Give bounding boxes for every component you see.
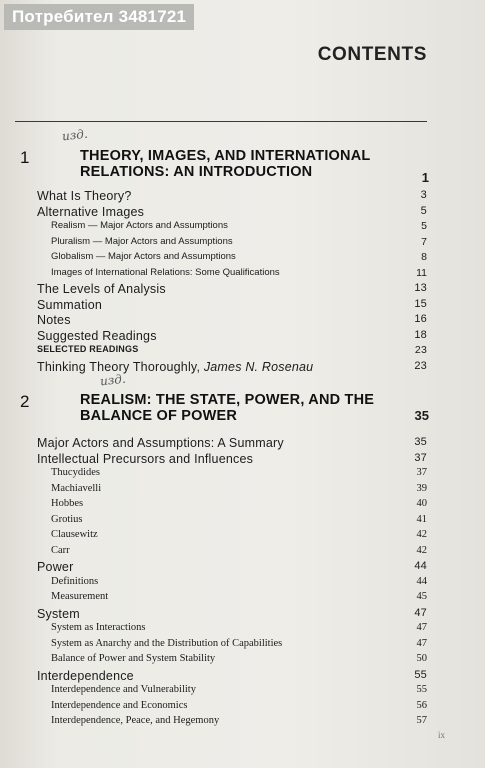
- chapter-2-number: 2: [20, 392, 30, 411]
- toc-entry-page: 3: [420, 189, 427, 201]
- toc-entry-label: Alternative Images: [37, 204, 145, 219]
- toc-entry-label: Suggested Readings: [37, 328, 157, 343]
- toc-entry-label: Realism — Major Actors and Assumptions: [51, 220, 228, 231]
- chapter-1-toc: [37, 189, 427, 375]
- toc-entry-page: 45: [416, 591, 427, 602]
- handwritten-note-1: изд.: [61, 126, 89, 144]
- toc-entry-label: Interdependence and Economics: [51, 699, 188, 711]
- toc-entry: [37, 591, 427, 607]
- toc-entry-page: 47: [416, 637, 427, 649]
- toc-entry-label: Intellectual Precursors and Influences: [37, 451, 254, 466]
- toc-entry-page: 7: [421, 235, 427, 248]
- toc-entry-page: 5: [420, 204, 427, 217]
- toc-entry: [37, 360, 427, 376]
- toc-entry: [37, 576, 427, 592]
- toc-entry-label: System as Anarchy and the Distribution of Capabilities: [51, 637, 283, 649]
- toc-entry-label: Interdependence: [37, 668, 134, 683]
- toc-entry: [37, 653, 427, 669]
- toc-entry-label: [37, 360, 313, 374]
- toc-entry-label: Definitions: [51, 575, 99, 587]
- toc-entry-page: 47: [414, 606, 427, 619]
- toc-entry-page: 55: [414, 668, 427, 681]
- contents-heading: CONTENTS: [317, 44, 427, 65]
- toc-entry: [37, 622, 427, 638]
- chapter-2-heading: [20, 392, 429, 432]
- toc-entry-page: 40: [416, 498, 427, 509]
- toc-entry: [37, 560, 427, 576]
- toc-entry: [37, 669, 427, 685]
- toc-entry-label: Major Actors and Assumptions: A Summary: [37, 436, 284, 450]
- toc-entry-page: 8: [421, 251, 427, 263]
- toc-entry-label: The Levels of Analysis: [37, 282, 166, 296]
- toc-entry-page: 39: [416, 482, 427, 494]
- toc-entry: [37, 205, 427, 221]
- reading-author: James N. Rosenau: [203, 359, 314, 374]
- toc-entry-label: Hobbes: [51, 498, 84, 509]
- page-folio: ix: [437, 730, 445, 740]
- toc-entry-label: System as Interactions: [51, 622, 146, 633]
- chapter-2-toc: [37, 436, 427, 731]
- user-watermark: Потребител 3481721: [4, 4, 194, 30]
- selected-readings-label: SELECTED READINGS: [37, 344, 139, 354]
- toc-entry-label: Notes: [37, 313, 71, 327]
- toc-entry-label: Thucydides: [51, 467, 100, 478]
- toc-entry-label: Carr: [51, 544, 70, 556]
- toc-entry-page: 5: [421, 220, 427, 232]
- toc-entry-label: Machiavelli: [51, 482, 102, 494]
- toc-entry-page: 47: [416, 622, 427, 633]
- reading-title: Thinking Theory Thoroughly,: [37, 359, 201, 374]
- toc-entry: [37, 313, 427, 329]
- toc-entry-page: 18: [414, 328, 427, 341]
- toc-entry-page: 42: [416, 529, 427, 540]
- toc-entry: [37, 282, 427, 298]
- toc-entry-page: 57: [416, 715, 427, 726]
- toc-entry-page: 11: [416, 266, 427, 279]
- toc-entry: [37, 607, 427, 623]
- toc-entry-label: Interdependence, Peace, and Hegemony: [51, 715, 220, 726]
- toc-entry-page: 44: [414, 560, 427, 572]
- toc-entry-page: 35: [414, 436, 427, 448]
- toc-entry-label: Pluralism — Major Actors and Assumptions: [51, 235, 233, 247]
- toc-entry: [37, 329, 427, 345]
- toc-entry: [37, 545, 427, 561]
- toc-entry: [37, 638, 427, 654]
- toc-entry: [37, 684, 427, 700]
- toc-entry-page: 55: [416, 684, 427, 695]
- handwritten-note-2: изд.: [99, 371, 127, 389]
- toc-entry: [37, 483, 427, 499]
- toc-entry-page: 44: [416, 575, 427, 587]
- toc-entry: [37, 251, 427, 267]
- toc-entry-label: Balance of Power and System Stability: [51, 653, 216, 664]
- toc-entry-page: 37: [416, 467, 427, 478]
- chapter-2-page: 35: [414, 408, 429, 423]
- toc-entry-page: 23: [414, 359, 427, 372]
- toc-entry-page: 56: [416, 699, 427, 711]
- toc-entry-label: Interdependence and Vulnerability: [51, 684, 196, 695]
- toc-entry-page: 42: [416, 544, 427, 556]
- toc-entry: [37, 715, 427, 731]
- toc-entry-page: 37: [414, 451, 427, 464]
- toc-entry: [37, 700, 427, 716]
- toc-entry-label: Globalism — Major Actors and Assumptions: [51, 251, 236, 262]
- toc-entry-label: Summation: [37, 297, 103, 312]
- chapter-2-title: REALISM: THE STATE, POWER, AND THE BALANCE OF POWER: [80, 392, 375, 424]
- toc-entry-label: Power: [37, 560, 74, 574]
- toc-entry: [37, 298, 427, 314]
- toc-entry-label: System: [37, 606, 80, 621]
- chapter-1-heading: [20, 148, 429, 188]
- toc-entry-label: Grotius: [51, 513, 83, 525]
- toc-entry-label: Measurement: [51, 591, 109, 602]
- toc-entry: [37, 436, 427, 452]
- toc-entry: [37, 189, 427, 205]
- chapter-1-page: 1: [421, 170, 429, 185]
- toc-entry: [37, 529, 427, 545]
- header-rule: [15, 121, 427, 122]
- toc-entry-page: 41: [416, 513, 427, 525]
- toc-entry: [37, 467, 427, 483]
- chapter-1-title: THEORY, IMAGES, AND INTERNATIONAL RELATIONS: AN INTRODUCTION: [80, 148, 371, 180]
- toc-entry-label: Clausewitz: [51, 529, 98, 540]
- toc-entry-page: 15: [414, 297, 427, 310]
- toc-entry-page: 16: [414, 313, 427, 325]
- toc-entry-label: Images of International Relations: Some Qualifications: [51, 266, 280, 278]
- toc-entry: [37, 452, 427, 468]
- toc-entry-page: 50: [416, 653, 427, 664]
- toc-entry: [37, 236, 427, 252]
- toc-entry: [37, 498, 427, 514]
- chapter-1-number: 1: [20, 148, 30, 167]
- toc-entry-label: What Is Theory?: [37, 189, 132, 203]
- toc-entry: [37, 514, 427, 530]
- toc-entry: [37, 344, 427, 360]
- toc-entry-page: 23: [414, 344, 427, 356]
- toc-entry: [37, 220, 427, 236]
- toc-entry: [37, 267, 427, 283]
- toc-entry-page: 13: [414, 282, 427, 294]
